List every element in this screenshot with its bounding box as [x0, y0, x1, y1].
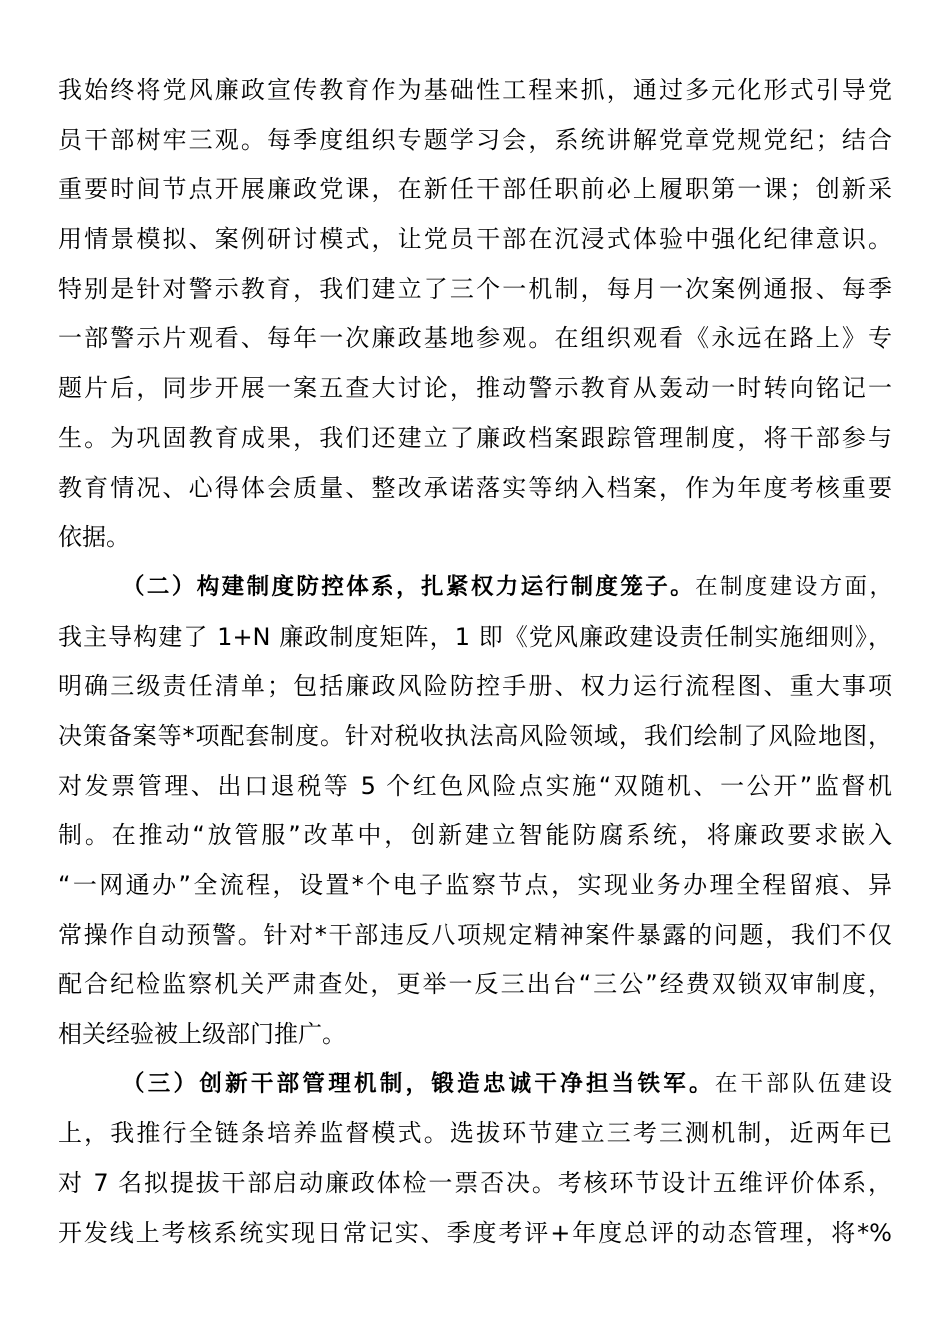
text-run: 我主导构建了 1+N 廉政制度矩阵，1 即《党风廉政建设责任制实施细则》， — [58, 622, 892, 651]
text-run: 明确三级责任清单；包括廉政风险防控手册、权力运行流程图、重大事项 — [58, 672, 892, 701]
text-run: 一部警示片观看、每年一次廉政基地参观。在组织观看《永远在路上》专 — [58, 324, 892, 353]
text-run: 开发线上考核系统实现日常记实、季度考评+年度总评的动态管理，将*% — [58, 1218, 892, 1247]
text-line — [58, 1209, 892, 1259]
text-line — [58, 66, 892, 116]
text-run: 制。在推动“放管服”改革中，创新建立智能防腐系统，将廉政要求嵌入 — [58, 821, 892, 850]
text-run: 特别是针对警示教育，我们建立了三个一机制，每月一次案例通报、每季 — [58, 274, 892, 303]
text-run: 用情景模拟、案例研讨模式，让党员干部在沉浸式体验中强化纪律意识。 — [58, 225, 892, 254]
text-line — [58, 464, 892, 514]
text-line — [58, 314, 892, 364]
text-line — [58, 414, 892, 464]
text-run: 对发票管理、出口退税等 5 个红色风险点实施“双随机、一公开”监督机 — [58, 771, 892, 800]
text-line — [58, 563, 892, 613]
text-run: 在干部队伍建设 — [714, 1070, 892, 1097]
text-line — [58, 861, 892, 911]
text-line — [58, 712, 892, 762]
text-line — [58, 215, 892, 265]
text-run: 在制度建设方面， — [695, 573, 892, 600]
text-line — [58, 513, 892, 563]
text-line — [58, 613, 892, 663]
text-line — [58, 116, 892, 166]
document-body — [58, 66, 892, 1259]
text-line — [58, 165, 892, 215]
text-run: 题片后，同步开展一案五查大讨论，推动警示教育从轰动一时转向铭记一 — [58, 374, 892, 403]
text-line — [58, 662, 892, 712]
text-line — [58, 1010, 892, 1060]
text-run: 我始终将党风廉政宣传教育作为基础性工程来抓，通过多元化形式引导党 — [58, 76, 892, 104]
text-line — [58, 265, 892, 315]
text-run: 对 7 名拟提拔干部启动廉政体检一票否决。考核环节设计五维评价体系， — [58, 1169, 892, 1198]
paragraph — [58, 66, 892, 563]
text-run: 上，我推行全链条培养监督模式。选拔环节建立三考三测机制，近两年已 — [58, 1119, 892, 1148]
text-line — [58, 911, 892, 961]
text-line — [58, 960, 892, 1010]
text-run: 常操作自动预警。针对*干部违反八项规定精神案件暴露的问题，我们不仅 — [58, 920, 892, 949]
text-run: 依据。 — [58, 523, 130, 552]
text-run: 重要时间节点开展廉政党课，在新任干部任职前必上履职第一课；创新采 — [58, 175, 892, 204]
text-run: 配合纪检监察机关严肃查处，更举一反三出台“三公”经费双锁双审制度， — [58, 970, 892, 999]
text-run: 员干部树牢三观。每季度组织专题学习会，系统讲解党章党规党纪；结合 — [58, 125, 892, 154]
section-heading: （二）构建制度防控体系，扎紧权力运行制度笼子。 — [122, 573, 696, 600]
text-run: “一网通办”全流程，设置*个电子监察节点，实现业务办理全程留痕、异 — [58, 871, 892, 899]
text-line — [58, 762, 892, 812]
text-run: 教育情况、心得体会质量、整改承诺落实等纳入档案，作为年度考核重要 — [58, 473, 892, 502]
paragraph — [58, 1060, 892, 1259]
text-line — [58, 1109, 892, 1159]
text-run: 决策备案等*项配套制度。针对税收执法高风险领域，我们绘制了风险地图， — [58, 721, 892, 750]
paragraph — [58, 563, 892, 1060]
text-run: 生。为巩固教育成果，我们还建立了廉政档案跟踪管理制度，将干部参与 — [58, 423, 892, 452]
text-line — [58, 1159, 892, 1209]
text-line — [58, 364, 892, 414]
text-run: 相关经验被上级部门推广。 — [58, 1020, 346, 1049]
section-heading: （三）创新干部管理机制，锻造忠诚干净担当铁军。 — [122, 1070, 715, 1097]
text-line — [58, 1060, 892, 1110]
text-line — [58, 811, 892, 861]
